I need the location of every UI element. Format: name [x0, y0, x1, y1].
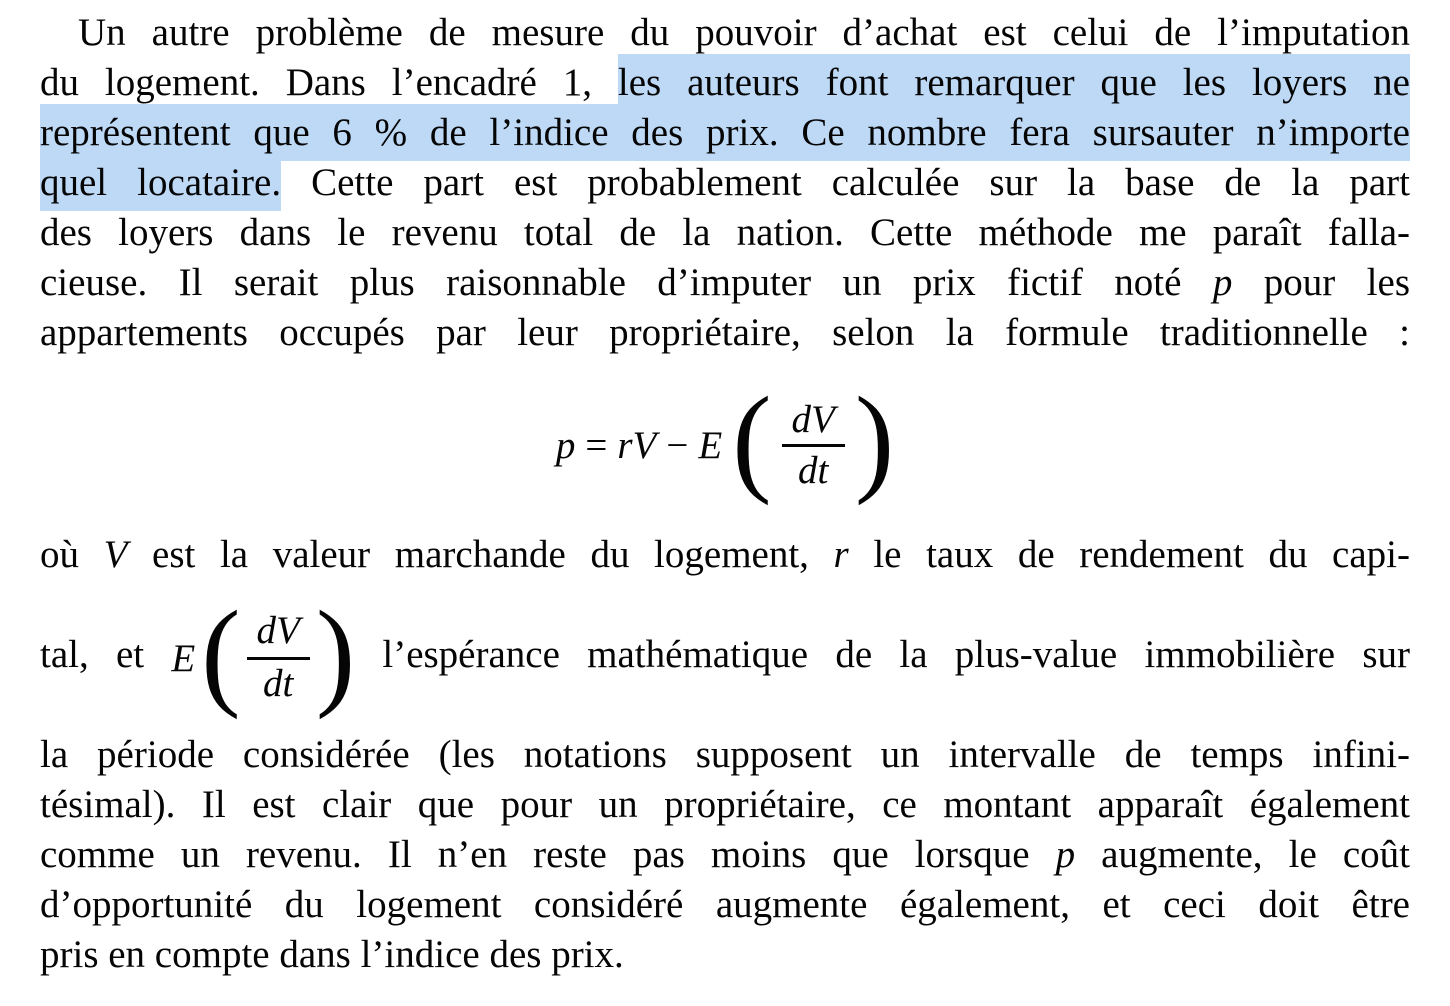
left-parenthesis: ( — [732, 372, 772, 507]
text-segment: appartements occupés par leur propriétaire, selon la formule traditionnelle : — [40, 311, 1410, 354]
paragraph2-line1 — [40, 530, 1410, 580]
inline-formula-E-dV-dt — [171, 586, 356, 721]
paragraph2-line3 — [40, 730, 1410, 780]
fraction-dV-dt — [782, 400, 845, 490]
paragraph2-line5 — [40, 830, 1410, 880]
text-segment: des loyers dans le revenu total de la nation. Cette méthode me paraît falla- — [40, 211, 1410, 254]
fraction-numerator: dV — [782, 400, 845, 447]
paragraph1-line4 — [40, 158, 1410, 208]
highlighted-text: les auteurs font remarquer que les loyers ne — [618, 54, 1410, 111]
paragraph1-line3 — [40, 108, 1410, 158]
paragraph1-line7 — [40, 308, 1410, 358]
math-variable-p: p — [1055, 833, 1076, 876]
math-variable-p: p — [1212, 261, 1233, 304]
paragraph2-line6 — [40, 880, 1410, 930]
right-parenthesis: ) — [854, 372, 895, 507]
math-variable-r: r — [833, 533, 849, 576]
text-segment: est la valeur marchande du logement, — [127, 533, 834, 576]
text-segment: l’espérance mathématique de la plus-value immobilière sur — [355, 633, 1410, 676]
display-formula — [40, 370, 1410, 520]
fraction-denominator: dt — [797, 449, 829, 492]
right-parenthesis: ) — [315, 586, 356, 721]
text-segment: où — [40, 533, 104, 576]
text-segment: Cette part est probablement calculée sur la base de la part — [281, 161, 1410, 204]
text-segment: pris en compte dans l’indice des prix. — [40, 933, 624, 976]
text-segment: Un autre problème de mesure du pouvoir d’achat est celui de l’imputation — [78, 11, 1410, 54]
fraction-dV-dt — [247, 611, 310, 705]
math-variable-V: V — [103, 533, 128, 576]
minus-sign: − — [666, 423, 689, 467]
paragraph1-line6 — [40, 258, 1410, 308]
paragraph1-line5 — [40, 208, 1410, 258]
fraction-numerator: dV — [247, 611, 310, 660]
text-segment: tal, et — [40, 633, 172, 676]
paragraph2-line2 — [40, 580, 1410, 730]
fraction-denominator: dt — [262, 662, 294, 706]
text-segment: tésimal). Il est clair que pour un propriétaire, ce montant apparaît également — [40, 783, 1410, 826]
paragraph2-line4 — [40, 780, 1410, 830]
left-parenthesis: ( — [201, 586, 241, 721]
math-operator-E: E — [698, 423, 723, 467]
highlighted-text: représentent que 6 % de l’indice des prix. Ce nombre fera sursauter n’importe — [40, 104, 1410, 161]
text-segment: le taux de rendement du capi- — [848, 533, 1410, 576]
highlighted-text: quel locataire. — [40, 154, 281, 211]
text-segment: d’opportunité du logement considéré augmente également, et ceci doit être — [40, 883, 1410, 926]
text-segment: augmente, le coût — [1075, 833, 1410, 876]
paragraph1-line2 — [40, 58, 1410, 108]
math-operator-E: E — [171, 636, 196, 680]
text-segment: la période considérée (les notations supposent un intervalle de temps infini- — [40, 733, 1410, 776]
equals-sign: = — [585, 423, 608, 467]
text-segment: comme un revenu. Il n’en reste pas moins que lorsque — [40, 833, 1056, 876]
math-variable-p: p — [555, 423, 576, 467]
text-segment: cieuse. Il serait plus raisonnable d’imputer un prix fictif noté — [40, 261, 1213, 304]
text-segment: pour les — [1232, 261, 1410, 304]
text-segment: du logement. Dans l’encadré 1, — [40, 61, 618, 104]
paragraph1-line1 — [40, 8, 1410, 58]
paragraph2-line7 — [40, 930, 1410, 980]
math-term-rV: rV — [617, 423, 657, 467]
